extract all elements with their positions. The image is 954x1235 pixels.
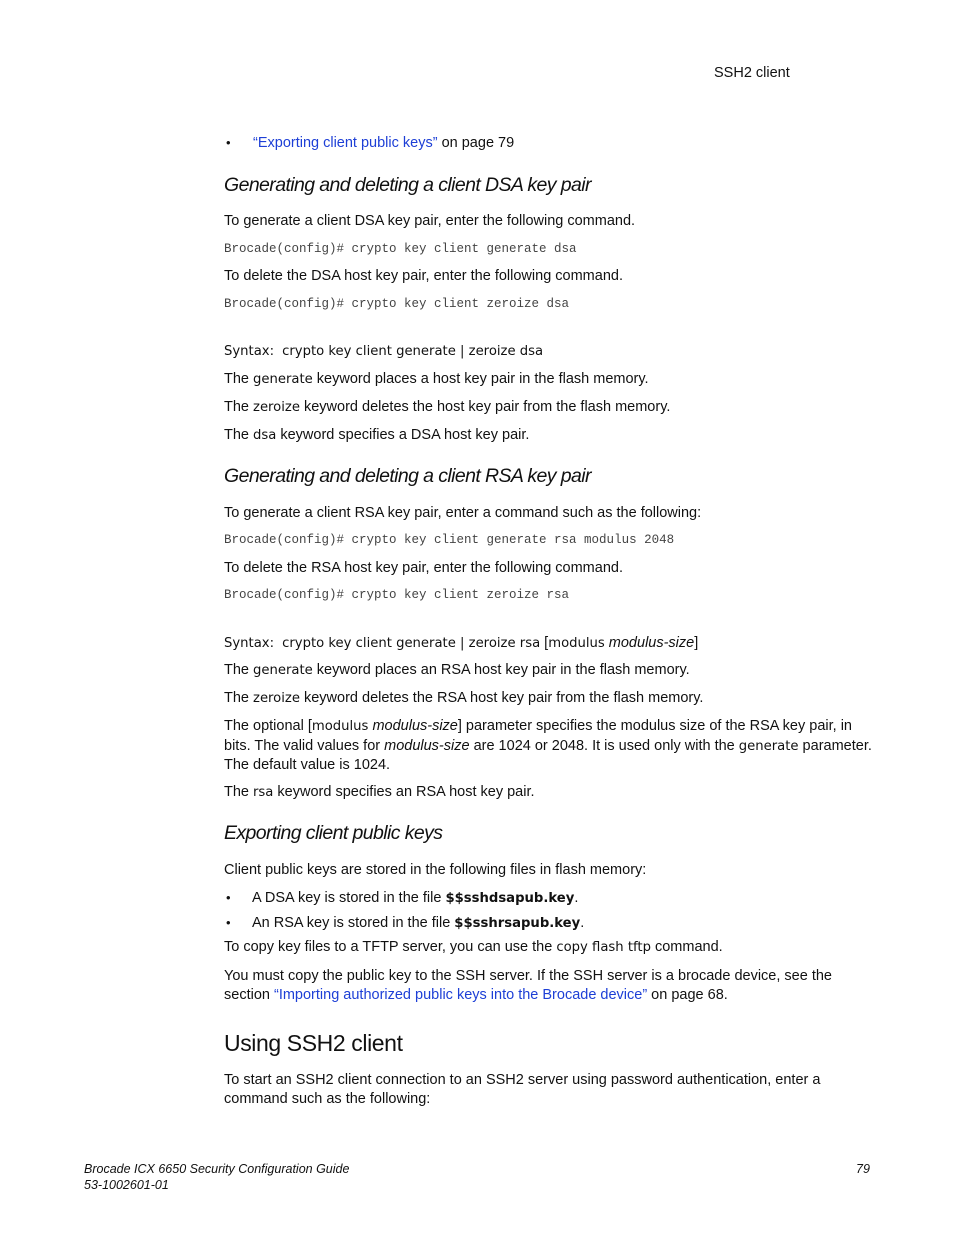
bullet-icon: •	[226, 915, 231, 930]
page-number: 79	[856, 1162, 870, 1176]
keyword: rsa	[253, 785, 274, 800]
syntax-command: crypto key client generate | zeroize rsa	[282, 636, 541, 651]
dsa-delete-paragraph: To delete the DSA host key pair, enter the following command.	[224, 268, 623, 284]
rsa-desc-zeroize: The zeroize keyword deletes the RSA host key pair from the flash memory.	[224, 690, 704, 706]
rsa-heading: Generating and deleting a client RSA key pair	[224, 465, 591, 487]
export-heading: Exporting client public keys	[224, 822, 443, 844]
dsa-desc-generate: The generate keyword places a host key pair in the flash memory.	[224, 371, 649, 387]
filename: $$sshdsapub.key	[445, 891, 575, 906]
dsa-desc-dsa: The dsa keyword specifies a DSA host key pair.	[224, 427, 530, 443]
importing-keys-link[interactable]: “Importing authorized public keys into the Brocade device”	[273, 986, 648, 1003]
dsa-syntax	[224, 342, 543, 362]
syntax-command: crypto key client generate | zeroize dsa	[282, 344, 544, 359]
bullet-1-marker	[226, 889, 231, 908]
exporting-client-keys-link[interactable]: “Exporting client public keys”	[253, 135, 438, 151]
keyword: copy flash tftp	[556, 940, 651, 955]
filename: $$sshrsapub.key	[454, 916, 581, 931]
dsa-generate-command: Brocade(config)# crypto key client generate dsa	[224, 242, 577, 256]
rsa-syntax: Syntax: crypto key client generate | zeroize rsa [modulus modulus-size]	[224, 635, 699, 651]
keyword: dsa	[253, 428, 277, 443]
intro-bullet-item	[226, 134, 231, 153]
rsa-file-bullet: An RSA key is stored in the file $$sshrsapub.key.	[252, 915, 585, 931]
dsa-generate-paragraph: To generate a client DSA key pair, enter the following command.	[224, 213, 636, 229]
dsa-delete-command: Brocade(config)# crypto key client zeroize dsa	[224, 297, 570, 311]
bullet-icon: •	[226, 135, 231, 150]
bullet-2-marker	[226, 914, 231, 933]
copy-paragraph: To copy key files to a TFTP server, you can use the copy flash tftp command.	[224, 939, 723, 955]
bullet-icon: •	[226, 890, 231, 905]
rsa-generate-command: Brocade(config)# crypto key client generate rsa modulus 2048	[224, 533, 675, 547]
dsa-heading: Generating and deleting a client DSA key pair	[224, 174, 591, 196]
dsa-desc-zeroize: The zeroize keyword deletes the host key pair from the flash memory.	[224, 399, 671, 415]
syntax-label: Syntax:	[224, 344, 275, 359]
using-heading: Using SSH2 client	[224, 1030, 403, 1056]
footer-doc-number: 53-1002601-01	[84, 1178, 169, 1192]
ssh-server-paragraph: You must copy the public key to the SSH server. If the SSH server is a brocade device, see the section “Importing authorized public keys into the Brocade device” on page 68.	[224, 968, 832, 1003]
syntax-label: Syntax:	[224, 636, 275, 651]
export-paragraph: Client public keys are stored in the following files in flash memory:	[224, 862, 647, 878]
using-paragraph: To start an SSH2 client connection to an SSH2 server using password authentication, enter a command such as the following:	[224, 1072, 821, 1107]
page-ref: on page 79	[437, 135, 515, 151]
rsa-delete-command: Brocade(config)# crypto key client zeroize rsa	[224, 588, 570, 602]
rsa-desc-rsa: The rsa keyword specifies an RSA host key pair.	[224, 784, 535, 800]
dsa-file-bullet: A DSA key is stored in the file $$sshdsapub.key.	[252, 890, 579, 906]
running-header: SSH2 client	[714, 65, 790, 81]
keyword: generate	[253, 372, 313, 387]
rsa-desc-modulus: The optional [modulus modulus-size] parameter specifies the modulus size of the RSA key pair, in bits. The valid values for modulus-size are 1024 or 2048. It is used only with the generate parameter. The default value is 1024.	[224, 718, 872, 774]
rsa-delete-paragraph: To delete the RSA host key pair, enter the following command.	[224, 560, 623, 576]
intro-bullet-text	[253, 134, 514, 153]
keyword: zeroize	[253, 400, 300, 415]
rsa-desc-generate: The generate keyword places an RSA host key pair in the flash memory.	[224, 662, 690, 678]
rsa-generate-paragraph: To generate a client RSA key pair, enter a command such as the following:	[224, 505, 702, 521]
footer-title: Brocade ICX 6650 Security Configuration Guide	[84, 1162, 350, 1176]
keyword: zeroize	[253, 691, 300, 706]
keyword: generate	[253, 663, 313, 678]
